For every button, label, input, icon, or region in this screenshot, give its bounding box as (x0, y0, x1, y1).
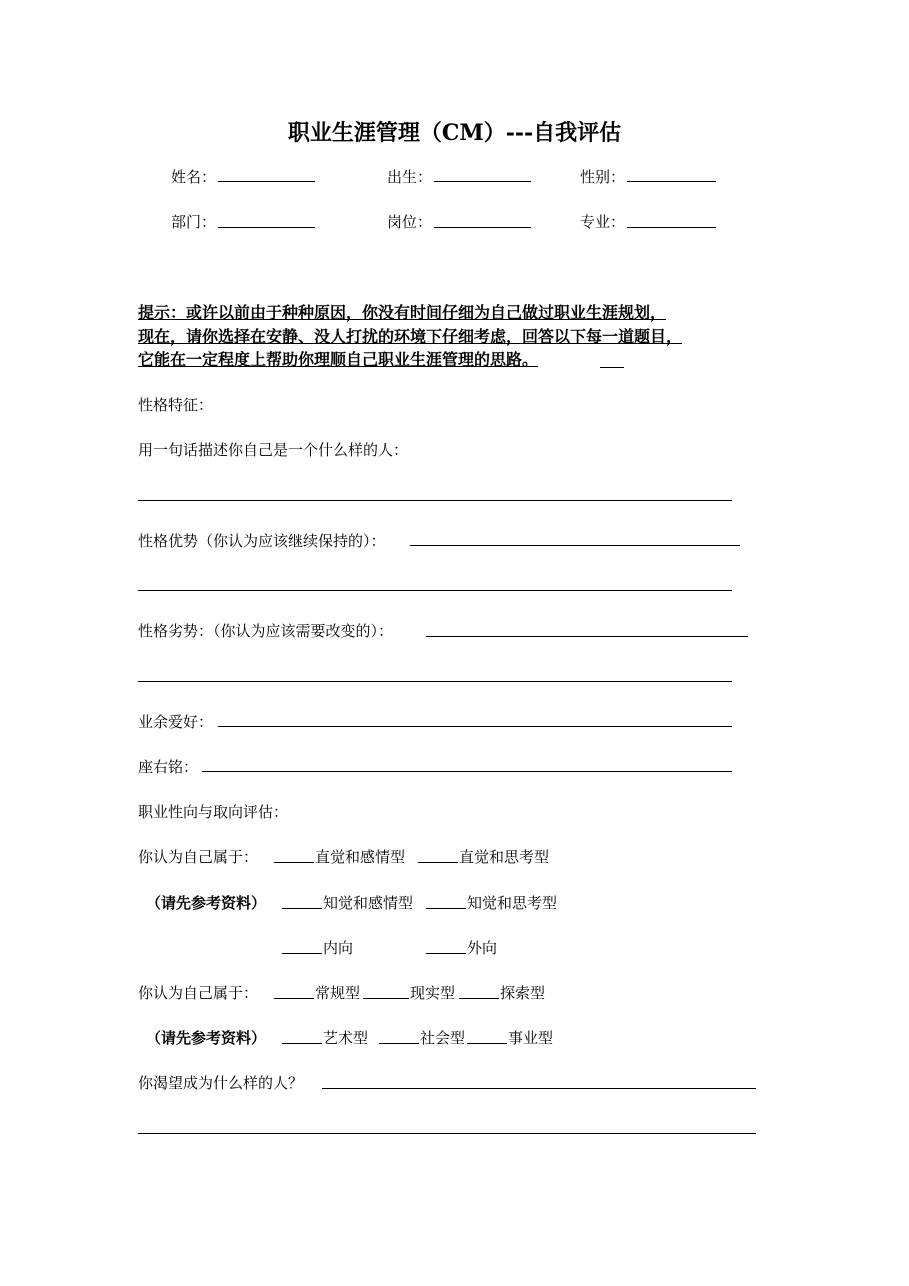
strengths-field-2[interactable] (138, 590, 732, 591)
option-artistic: 艺术型 (323, 1029, 369, 1047)
describe-self-field[interactable] (138, 500, 732, 501)
you-belong-label-2: 你认为自己属于： (138, 984, 259, 1002)
gender-field[interactable] (627, 181, 716, 182)
hobbies-field[interactable] (218, 726, 732, 727)
hobbies-label: 业余爱好： (138, 713, 214, 731)
position-field[interactable] (434, 227, 531, 228)
investigative-blank[interactable] (459, 998, 499, 999)
weaknesses-field-1[interactable] (426, 636, 748, 637)
intuitive-feeling-blank[interactable] (274, 862, 314, 863)
option-conventional: 常规型 (315, 984, 361, 1002)
option-investigative: 探索型 (500, 984, 546, 1002)
aspire-label: 你渴望成为什么样的人？ (138, 1074, 304, 1092)
gender-label: 性别： (580, 168, 626, 186)
perceptive-thinking-blank[interactable] (426, 908, 466, 909)
hint-underline-tail (600, 367, 624, 368)
introvert-blank[interactable] (282, 953, 322, 954)
career-orientation-heading: 职业性向与取向评估： (138, 803, 289, 821)
option-realistic: 现实型 (410, 984, 456, 1002)
option-intuitive-feeling: 直觉和感情型 (315, 848, 406, 866)
department-field[interactable] (218, 227, 315, 228)
artistic-blank[interactable] (282, 1043, 322, 1044)
hint-line-1: 提示：或许以前由于种种原因，你没有时间仔细为自己做过职业生涯规划， (138, 303, 667, 322)
social-blank[interactable] (379, 1043, 419, 1044)
position-label: 岗位： (387, 213, 433, 231)
weaknesses-field-2[interactable] (138, 681, 732, 682)
perceptive-feeling-blank[interactable] (282, 908, 322, 909)
option-introvert: 内向 (323, 939, 354, 957)
birth-field[interactable] (434, 181, 531, 182)
option-intuitive-thinking: 直觉和思考型 (459, 848, 550, 866)
birth-label: 出生： (387, 168, 433, 186)
hint-line-3: 它能在一定程度上帮助你理顺自己职业生涯管理的思路。 (138, 350, 539, 369)
describe-self-label: 用一句话描述你自己是一个什么样的人： (138, 441, 409, 459)
motto-field[interactable] (202, 771, 732, 772)
name-label: 姓名： (171, 168, 217, 186)
option-perceptive-feeling: 知觉和感情型 (323, 894, 414, 912)
aspire-field-1[interactable] (322, 1088, 756, 1089)
refer-note-2: （请先参考资料） (146, 1029, 267, 1047)
major-field[interactable] (627, 227, 716, 228)
personality-heading: 性格特征： (138, 396, 214, 414)
option-enterprising: 事业型 (508, 1029, 554, 1047)
conventional-blank[interactable] (274, 998, 314, 999)
aspire-field-2[interactable] (138, 1133, 756, 1134)
option-perceptive-thinking: 知觉和思考型 (467, 894, 558, 912)
weaknesses-label: 性格劣势：（你认为应该需要改变的）： (138, 622, 394, 640)
name-field[interactable] (218, 181, 315, 182)
extrovert-blank[interactable] (426, 953, 466, 954)
intuitive-thinking-blank[interactable] (418, 862, 458, 863)
refer-note-1: （请先参考资料） (146, 894, 267, 912)
motto-label: 座右铭： (138, 758, 199, 776)
page-title: 职业生涯管理（CM）---自我评估 (287, 120, 622, 146)
major-label: 专业： (580, 213, 626, 231)
hint-line-2: 现在，请你选择在安静、没人打扰的环境下仔细考虑，回答以下每一道题目， (138, 327, 683, 346)
strengths-field-1[interactable] (410, 545, 740, 546)
you-belong-label-1: 你认为自己属于： (138, 848, 259, 866)
realistic-blank[interactable] (363, 998, 409, 999)
option-social: 社会型 (420, 1029, 466, 1047)
enterprising-blank[interactable] (467, 1043, 507, 1044)
option-extrovert: 外向 (467, 939, 498, 957)
department-label: 部门： (171, 213, 217, 231)
strengths-label: 性格优势（你认为应该继续保持的）： (138, 532, 386, 550)
